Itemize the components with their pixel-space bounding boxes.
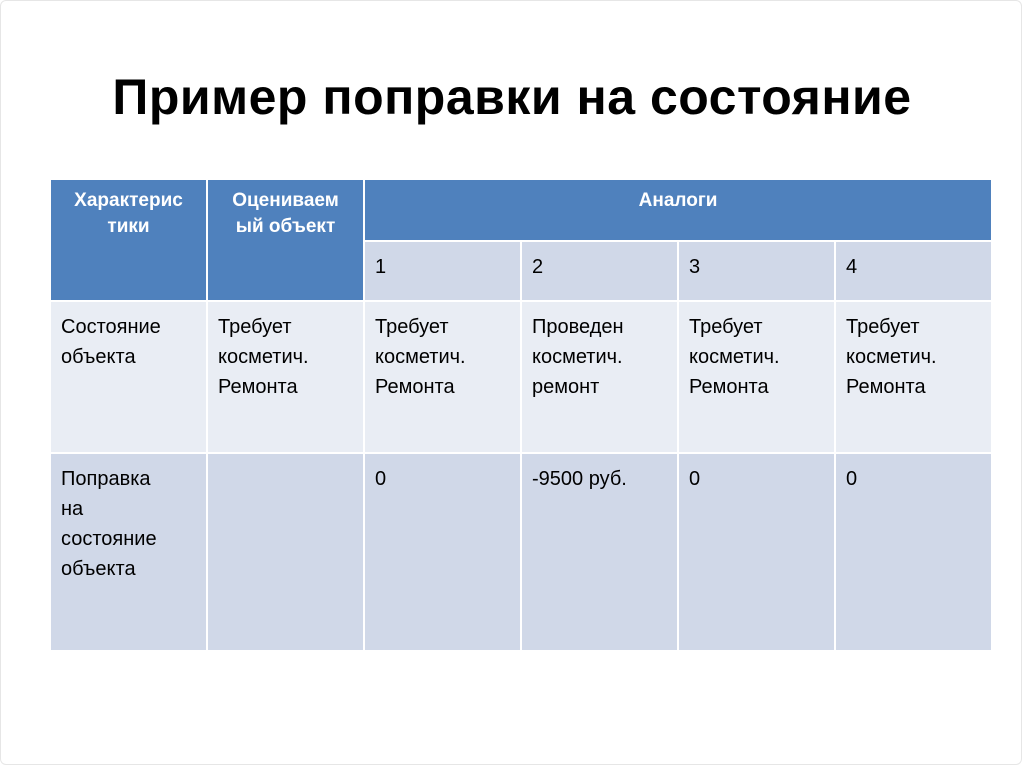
row-adjustment-analog-3: [678, 453, 835, 651]
correction-table: [49, 178, 993, 652]
row-adjustment-analog-1: [364, 453, 521, 651]
row-adjustment-analog-2-text: -9500 руб.: [532, 468, 627, 490]
row-condition-analog-2-text: Проведен косметич. ремонт: [532, 316, 624, 398]
header-subject-label: Оцениваем ый объект: [232, 190, 339, 237]
row-condition-subject-text: Требует косметич. Ремонта: [218, 316, 309, 398]
row-adjustment-subject: [207, 453, 364, 651]
row-condition-label: [50, 301, 207, 453]
analog-number-3: [678, 241, 835, 301]
row-condition-analog-2: [521, 301, 678, 453]
row-condition-analog-4-text: Требует косметич. Ремонта: [846, 316, 937, 398]
analog-number-4: [835, 241, 992, 301]
row-adjustment-analog-3-text: 0: [689, 468, 701, 490]
table-row-adjustment: [50, 453, 992, 651]
row-adjustment-label: [50, 453, 207, 651]
row-condition-analog-3-text: Требует косметич. Ремонта: [689, 316, 780, 398]
analog-number-2: [521, 241, 678, 301]
header-analogs: [364, 179, 992, 241]
analog-number-2-label: 2: [532, 256, 544, 278]
analog-number-4-label: 4: [846, 256, 858, 278]
row-condition-analog-4: [835, 301, 992, 453]
slide-title: Пример поправки на состояние: [112, 69, 912, 125]
analog-number-3-label: 3: [689, 256, 701, 278]
row-adjustment-analog-4-text: 0: [846, 468, 858, 490]
row-condition-analog-1-text: Требует косметич. Ремонта: [375, 316, 466, 398]
header-characteristics-label: Характерис тики: [74, 190, 183, 237]
row-adjustment-label-text: Поправка на состояние объекта: [61, 468, 157, 580]
row-adjustment-subject-text: [208, 454, 363, 464]
table-row-condition: [50, 301, 992, 453]
header-characteristics: [50, 179, 207, 301]
header-analogs-label: Аналоги: [638, 190, 718, 211]
row-condition-label-text: Состояние объекта: [61, 316, 161, 368]
row-condition-analog-3: [678, 301, 835, 453]
row-condition-subject: [207, 301, 364, 453]
analog-number-1-label: 1: [375, 256, 387, 278]
row-adjustment-analog-2: [521, 453, 678, 651]
row-adjustment-analog-1-text: 0: [375, 468, 387, 490]
header-subject: [207, 179, 364, 301]
analog-number-1: [364, 241, 521, 301]
row-adjustment-analog-4: [835, 453, 992, 651]
row-condition-analog-1: [364, 301, 521, 453]
